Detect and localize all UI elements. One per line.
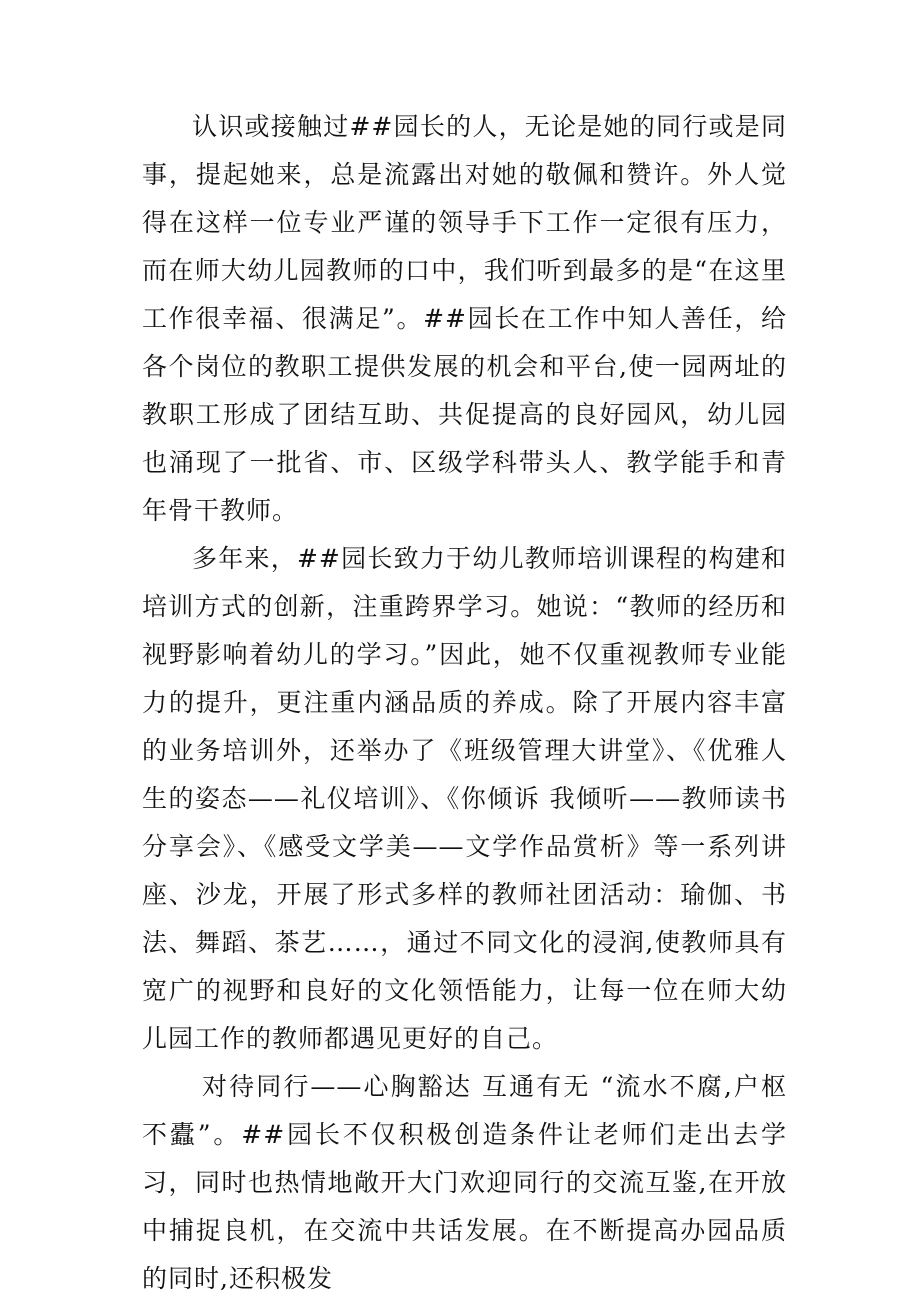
paragraph-peer-exchange: 对待同行——心胸豁达 互通有无 “流水不腐,户枢不蠹”。##园长不仅积极创造条件让老师们走出去学习，同时也热情地敞开大门欢迎同行的交流互鉴,在开放中捕捉良机，在交流中共话发展。在不断提高办园品质的同时,还积极发 xyxy=(142,1072,787,1293)
paragraph-colleagues-praise: 认识或接触过##园长的人，无论是她的同行或是同事，提起她来，总是流露出对她的敬佩和赞许。外人觉得在这样一位专业严谨的领导手下工作一定很有压力，而在师大幼儿园教师的口中，我们听到最多的是“在这里工作很幸福、很满足”。##园长在工作中知人善任，给各个岗位的教职工提供发展的机会和平台,使一园两址的教职工形成了团结互助、共促提高的良好园风，幼儿园也涌现了一批省、市、区级学科带头人、教学能手和青年骨干教师。 xyxy=(142,112,787,525)
document-body xyxy=(142,103,787,1303)
paragraph-teacher-training: 多年来，##园长致力于幼儿教师培训课程的构建和培训方式的创新，注重跨界学习。她说：“教师的经历和视野影响着幼儿的学习。”因此，她不仅重视教师专业能力的提升，更注重内涵品质的养成。除了开展内容丰富的业务培训外，还举办了《班级管理大讲堂》、《优雅人生的姿态——礼仪培训》、《你倾诉 我倾听——教师读书分享会》、《感受文学美——文学作品赏析》等一系列讲座、沙龙，开展了形式多样的教师社团活动：瑜伽、书法、舞蹈、茶艺……，通过不同文化的浸润,使教师具有宽广的视野和良好的文化领悟能力，让每一位在师大幼儿园工作的教师都遇见更好的自己。 xyxy=(142,544,787,1053)
